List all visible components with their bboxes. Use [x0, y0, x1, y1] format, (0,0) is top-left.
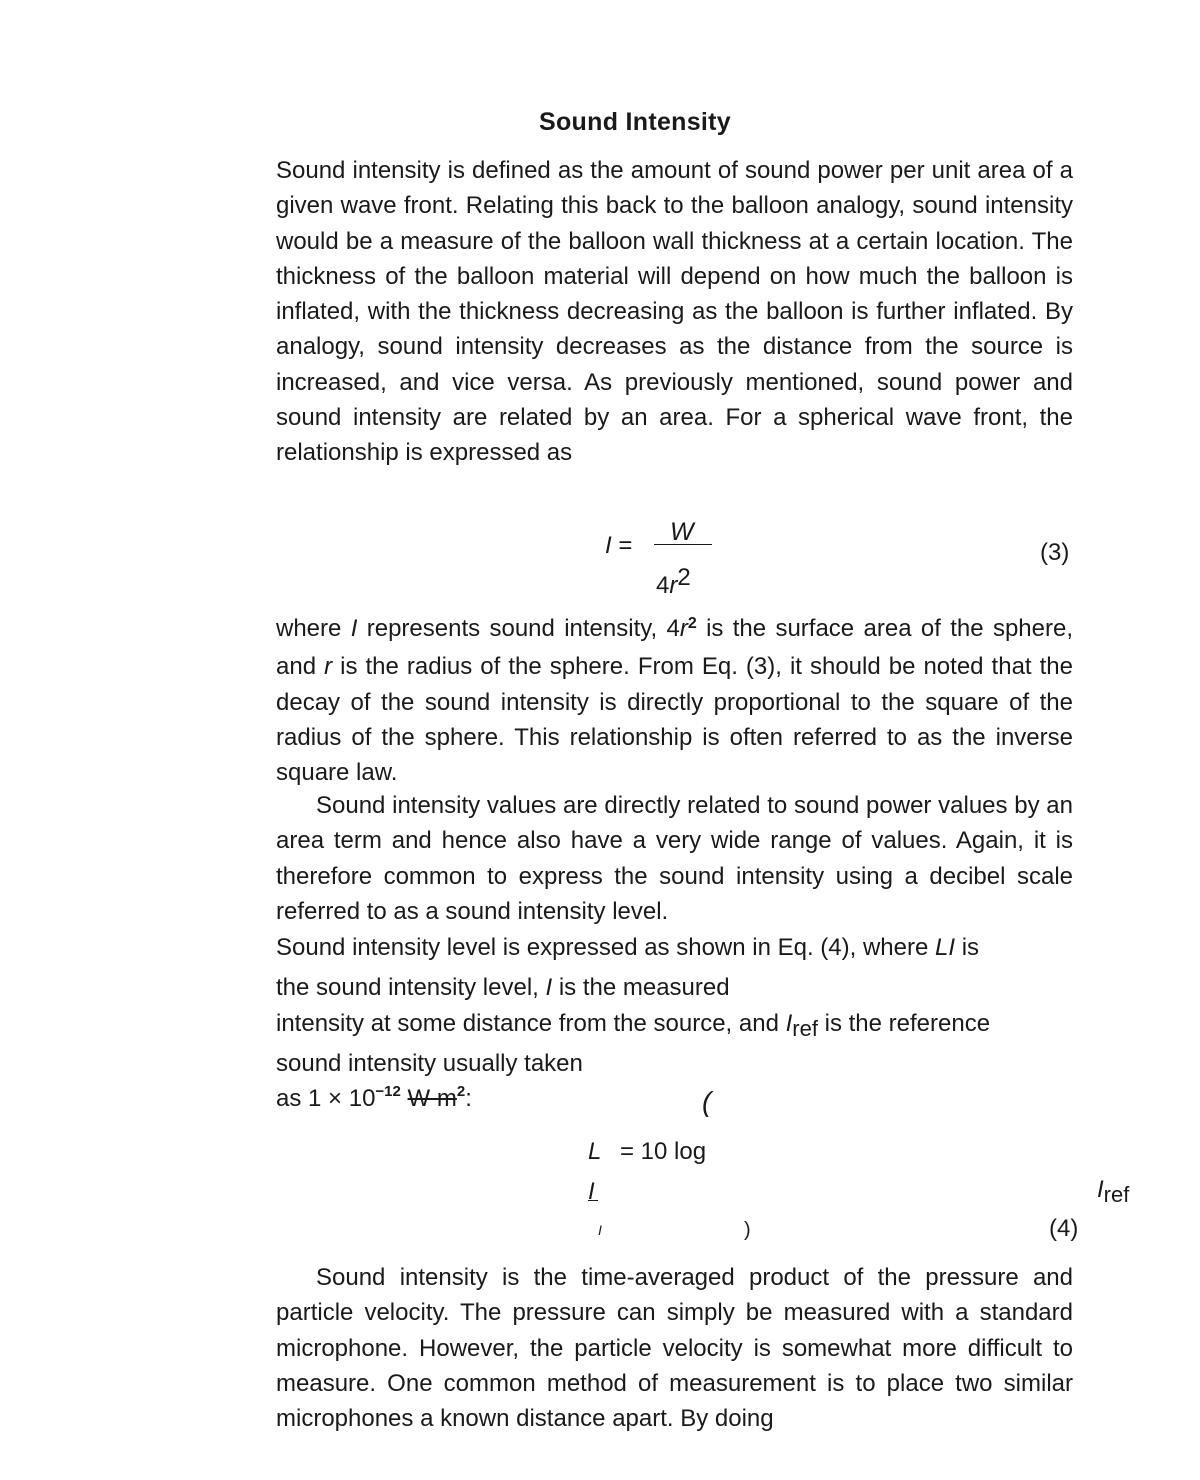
text-line-reference-value: as $1 \times 10^{-12}$ W $m^2$:	[276, 1083, 472, 1112]
eq4-lhs: L	[588, 1138, 602, 1165]
eq4-iref: Iref	[1097, 1176, 1130, 1207]
eq3-fraction-bar	[654, 544, 712, 545]
eq3-lhs: I =	[605, 532, 633, 559]
eq3-number: (3)	[1040, 539, 1070, 566]
eq4-paren-open: (	[702, 1086, 712, 1117]
paragraph-measurement: Sound intensity is the time-averaged product of the pressure and particle velocity. The pressure can simply be measured with a standard microphone. However, the particle velocity is somewhat more difficult to measure. One common method of measurement is to place two similar microphones a known distance apart. By doing	[276, 1264, 1073, 1433]
text-line-intensity-distance: intensity at some distance from the source, and Iref is the reference	[276, 1010, 991, 1041]
paragraph-eq3-explanation: where I represents sound intensity, $4r^2$ is the surface area of the sphere, and r is the radius of the sphere. From Eq. (3), it should be noted that the decay of the sound intensity is directly proportional to the square of the radius of the sphere. This relationship is often referred to as the inverse square law.	[276, 615, 1073, 787]
paragraph-intensity-level: Sound intensity values are directly related to sound power values by an area term and hence also have a very wide range of values. Again, it is therefore common to express the sound intensity using a decibel scale referred to as a sound intensity level.	[276, 792, 1073, 925]
eq4-underline	[588, 1200, 598, 1201]
paragraph-definition: Sound intensity is defined as the amount of sound power per unit area of a given wave front. Relating this back to the balloon analogy, sound intensity would be a measure of the balloon wall thickness at a certain location. The thickness of the balloon material will depend on how much the balloon is inflated, with the thickness decreasing as the balloon is further inflated. By analogy, sound intensity decreases as the distance from the source is increased, and vice versa. As previously mentioned, sound power and sound intensity are related by an area. For a spherical wave front, the relationship is expressed as	[276, 157, 1073, 467]
text-line-sound-intensity-level: the sound intensity level, I is the measured	[276, 974, 730, 1001]
eq3-numerator: W	[670, 518, 694, 546]
eq3-denominator: 4r2	[656, 564, 691, 599]
section-title: Sound Intensity	[539, 108, 731, 136]
text-line-eq4-ref: Sound intensity level is expressed as shown in Eq. (4), where LI is	[276, 934, 980, 961]
text-line-reference: sound intensity usually taken	[276, 1050, 583, 1077]
eq4-small-i: I	[598, 1222, 602, 1238]
eq4-number: (4)	[1049, 1215, 1079, 1242]
eq4-paren-close: )	[744, 1219, 751, 1241]
eq4-expression: = 10 log	[620, 1138, 707, 1165]
eq4-subscript-var: I	[588, 1178, 595, 1205]
